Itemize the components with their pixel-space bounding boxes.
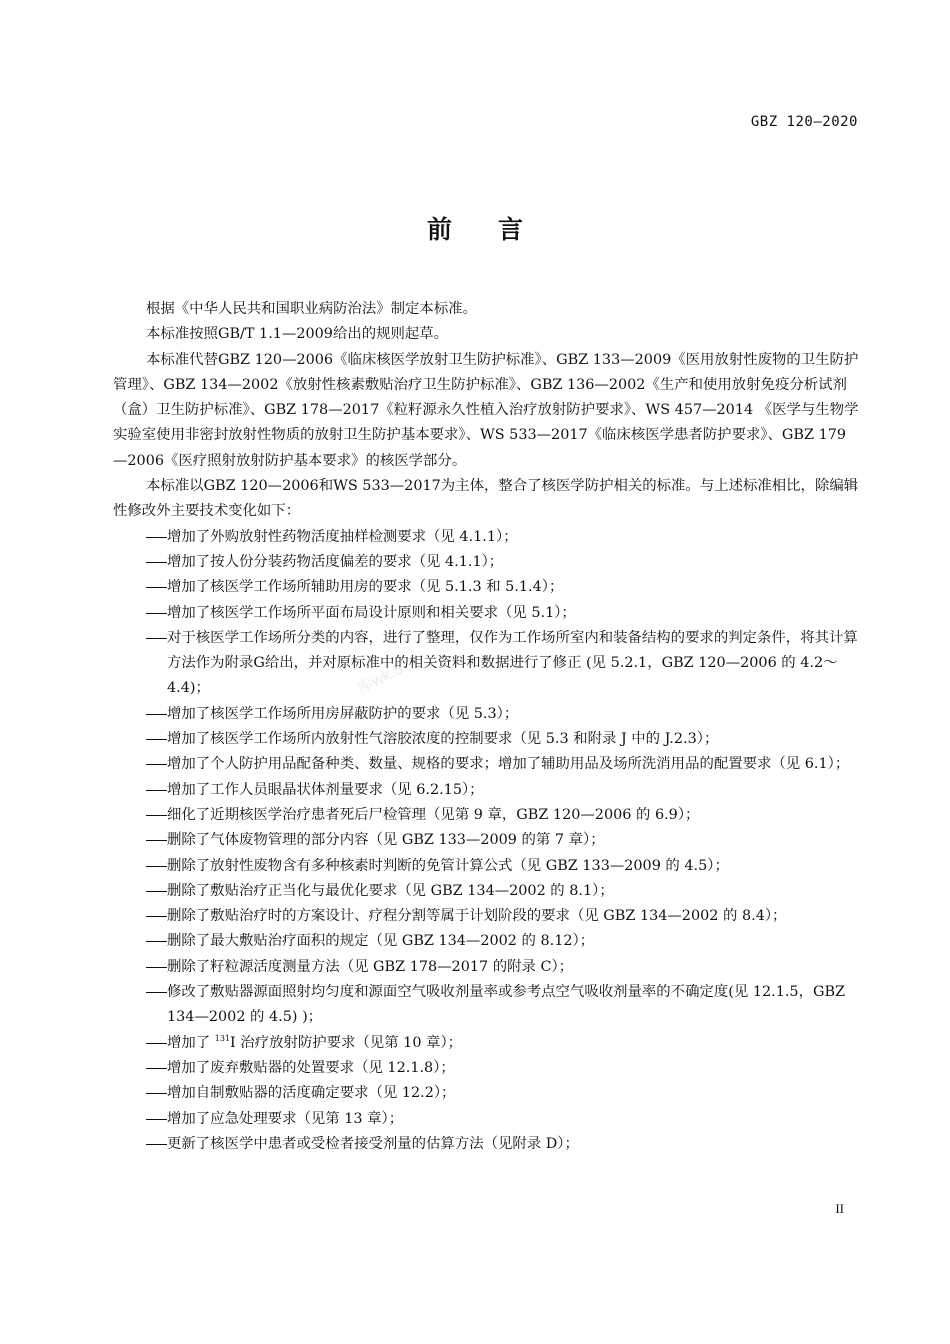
list-item: 增加自制敷贴器的活度确定要求（见 12.2）；	[167, 1085, 456, 1102]
list-item: 增加了废弃敷贴器的处置要求（见 12.1.8）；	[167, 1059, 455, 1076]
list-item: 增加了核医学工作场所用房屏蔽防护的要求（见 5.3）；	[167, 705, 519, 722]
list-item: 细化了近期核医学治疗患者死后尸检管理（见第 9 章，GBZ 120—2006 的 6.9）；	[167, 806, 700, 823]
list-item: 删除了籽粒源活度测量方法（见 GBZ 178—2017 的附录 C）；	[167, 958, 574, 975]
page-title: 前言	[426, 215, 569, 244]
list-item-iodine: 增加了 $^{131}$I 治疗放射防护要求（见第 10 章）；	[167, 1033, 463, 1051]
list-item: 删除了敷贴治疗正当化与最优化要求（见 GBZ 134—2002 的 8.1）；	[167, 882, 614, 899]
list-item: 增加了按人份分装药物活度偏差的要求（见 4.1.1）；	[167, 553, 504, 570]
standard-code: GBZ 120—2020	[750, 114, 858, 130]
list-item: 删除了最大敷贴治疗面积的规定（见 GBZ 134—2002 的 8.12）；	[167, 933, 595, 950]
list-item: 修改了敷贴器源面照射均匀度和源面空气吸收剂量率或参考点空气吸收剂量率的不确定度(见 12.1.5，GBZ 134—2002 的 4.5) )；	[167, 984, 846, 1026]
list-item: 删除了敷贴治疗时的方案设计、疗程分割等属于计划阶段的要求（见 GBZ 134—2002 的 8.4）；	[167, 908, 787, 925]
list-item: 删除了气体废物管理的部分内容（见 GBZ 133—2009 的第 7 章）；	[167, 832, 605, 849]
list-item: 增加了核医学工作场所辅助用房的要求（见 5.1.3 和 5.1.4）；	[167, 579, 564, 596]
paragraph-replaces: 本标准代替GBZ 120—2006《临床核医学放射卫生防护标准》、GBZ 133—2009《医用放射性废物的卫生防护管理》、GBZ 134—2002《放射性核素敷贴治疗卫生防护标准》、GBZ 136—2002《生产和使用放射免疫分析试剂（盒）卫生防护标准》、GBZ 178—2017《粒籽源永久性植入治疗放射防护要求》、WS 457—2014 《医学与生物学实验室使用非密封放射性物质的放射卫生防护基本要求》、WS 533—2017《临床核医学患者防护要求》、GBZ 179—2006《医疗照射放射防护基本要求》的核医学部分。	[113, 351, 859, 469]
watermark: 库wk.5	[354, 660, 406, 699]
page-number: II	[835, 1201, 844, 1216]
list-item: 增加了个人防护用品配备种类、数量、规格的要求；增加了辅助用品及场所洗消用品的配置要求（见 6.1）；	[167, 756, 850, 773]
list-item: 增加了工作人员眼晶状体剂量要求（见 6.2.15）；	[167, 781, 484, 798]
list-item: 增加了应急处理要求（见第 13 章）；	[167, 1110, 404, 1127]
paragraph-drafting-rule: 本标准按照GB/T 1.1—2009给出的规则起草。	[146, 326, 449, 343]
preface-body	[113, 297, 860, 1157]
list-item: 增加了核医学工作场所内放射性气溶胶浓度的控制要求（见 5.3 和附录 J 中的 J.2.3）；	[167, 731, 719, 748]
list-item: 更新了核医学中患者或受检者接受剂量的估算方法（见附录 D）；	[167, 1135, 579, 1152]
list-item: 增加了外购放射性药物活度抽样检测要求（见 4.1.1）；	[167, 528, 518, 545]
list-item: 增加了核医学工作场所平面布局设计原则和相关要求（见 5.1）；	[167, 604, 576, 621]
list-item: 对于核医学工作场所分类的内容，进行了整理，仅作为工作场所室内和装备结构的要求的判定条件，将其计算方法作为附录G给出，并对原标准中的相关资料和数据进行了修正 (见 5.2.1，GBZ 120—2006 的 4.2～4.4)；	[167, 629, 858, 697]
paragraph-basis: 根据《中华人民共和国职业病防治法》制定本标准。	[146, 301, 477, 317]
list-item: 删除了放射性废物含有多种核素时判断的免管计算公式（见 GBZ 133—2009 的 4.5）；	[167, 857, 729, 874]
paragraph-changes-intro: 本标准以GBZ 120—2006和WS 533—2017为主体，整合了核医学防护相关的标准。与上述标准相比，除编辑性修改外主要技术变化如下：	[113, 478, 859, 520]
